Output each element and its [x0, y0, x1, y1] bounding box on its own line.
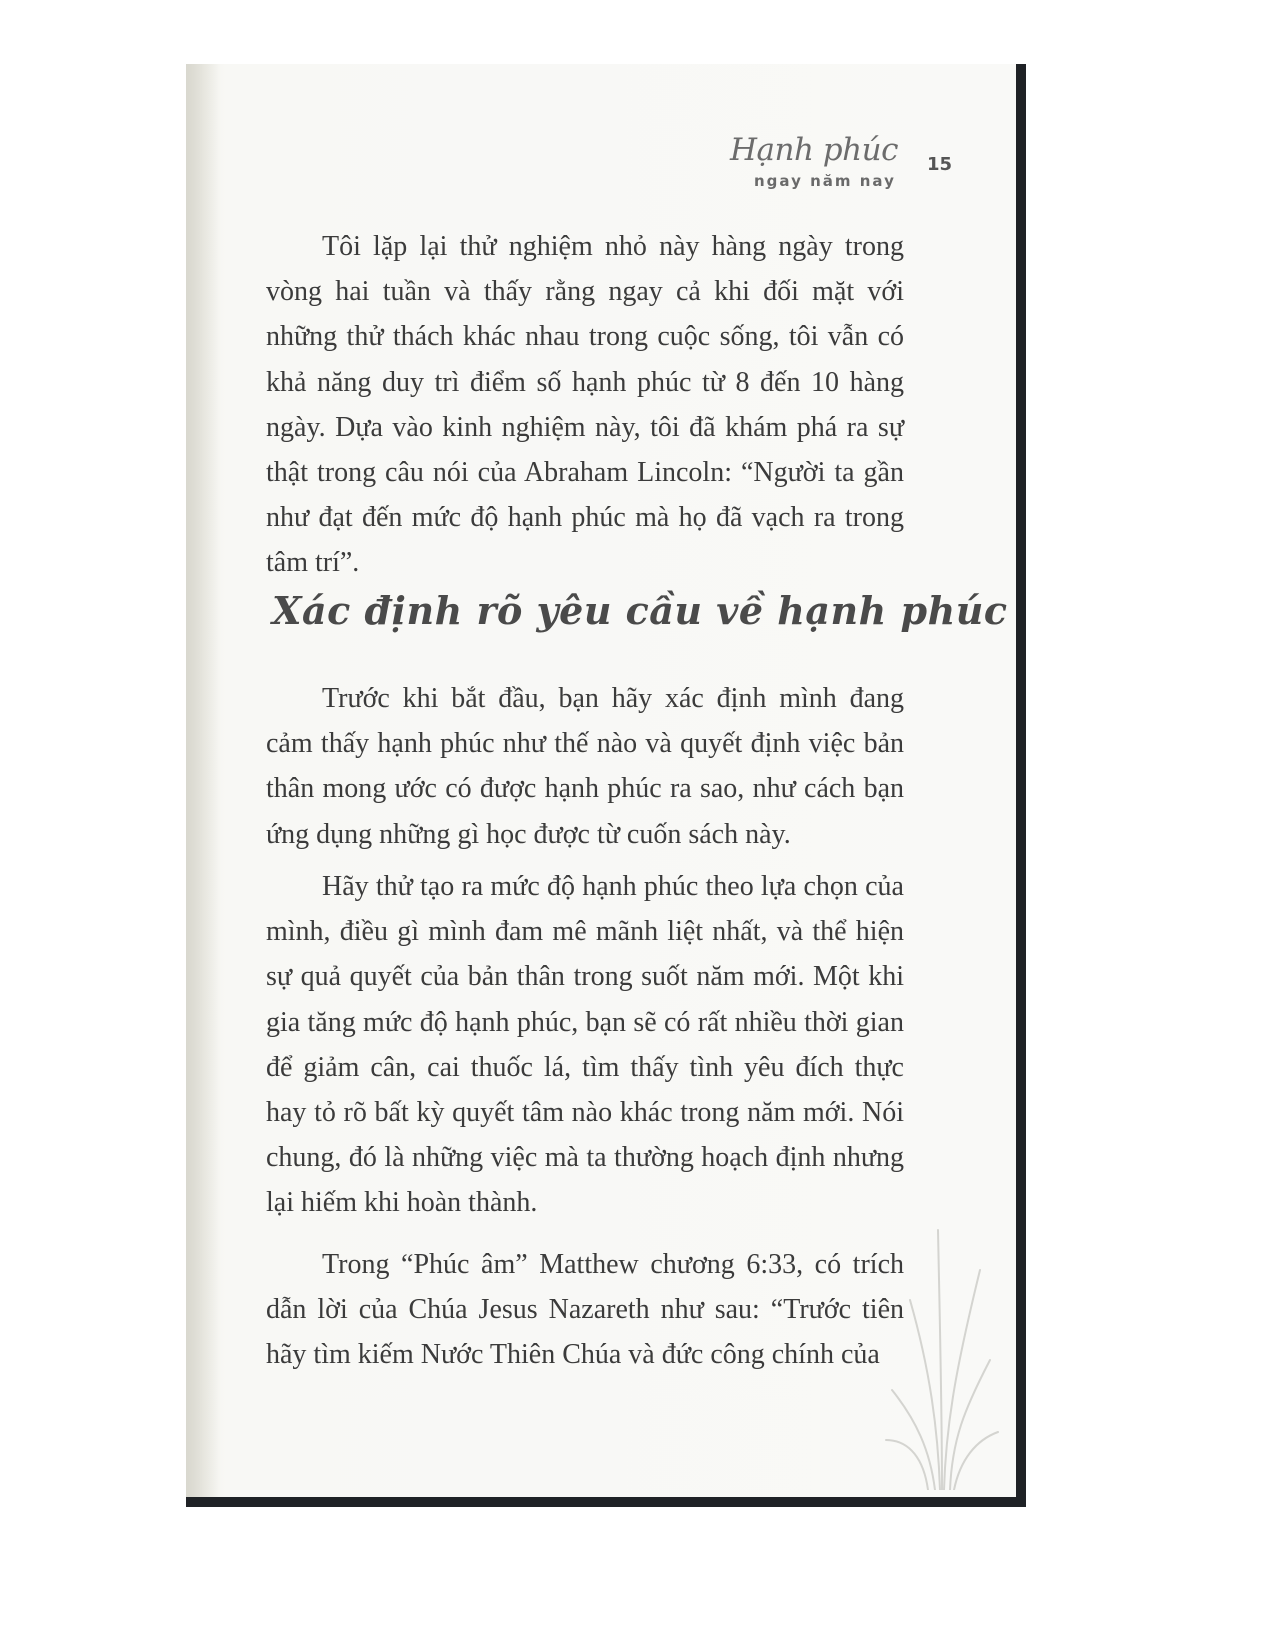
- section-heading: Xác định rõ yêu cầu về hạnh phúc: [272, 588, 1008, 633]
- paragraph-3: Hãy thử tạo ra mức độ hạnh phúc theo lựa chọn của mình, điều gì mình đam mê mãnh liệt nhất, và thể hiện sự quả quyết của bản thân trong suốt năm mới. Một khi gia tăng mức độ hạnh phúc, bạn sẽ có rất nhiều thời gian để giảm cân, cai thuốc lá, tìm thấy tình yêu đích thực hay tỏ rõ bất kỳ quyết tâm nào khác trong năm mới. Nói chung, đó là những việc mà ta thường hoạch định nhưng lại hiếm khi hoàn thành.: [266, 871, 904, 1219]
- grass-illustration: [880, 1210, 1000, 1490]
- paragraph-2: Trước khi bắt đầu, bạn hãy xác định mình đang cảm thấy hạnh phúc như thế nào và quyết định việc bản thân mong ước có được hạnh phúc ra sao, như cách bạn ứng dụng những gì học được từ cuốn sách này.: [266, 683, 904, 850]
- running-header: [700, 132, 960, 202]
- spine-shadow: [186, 64, 220, 1497]
- header-title: Hạnh phúc: [730, 132, 898, 168]
- header-subtitle: ngay năm nay: [754, 172, 896, 190]
- paragraph-1: Tôi lặp lại thử nghiệm nhỏ này hàng ngày trong vòng hai tuần và thấy rằng ngay cả khi đối mặt với những thử thách khác nhau trong cuộc sống, tôi vẫn có khả năng duy trì điểm số hạnh phúc từ 8 đến 10 hàng ngày. Dựa vào kinh nghiệm này, tôi đã khám phá ra sự thật trong câu nói của Abraham Lincoln: “Người ta gần như đạt đến mức độ hạnh phúc mà họ đã vạch ra trong tâm trí”.: [266, 231, 904, 579]
- paragraph-4: Trong “Phúc âm” Matthew chương 6:33, có trích dẫn lời của Chúa Jesus Nazareth như sau: “Trước tiên hãy tìm kiếm Nước Thiên Chúa và đức công chính của: [266, 1249, 904, 1371]
- page-number: 15: [927, 154, 953, 175]
